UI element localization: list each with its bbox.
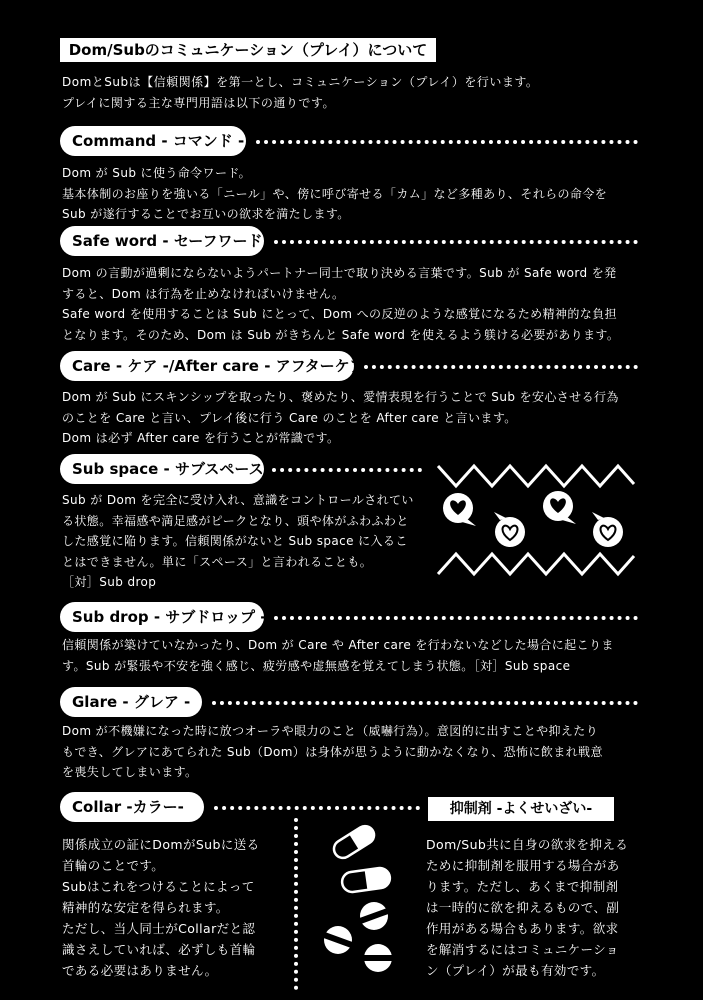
tablet-icon <box>363 944 393 972</box>
body-line: 精神的な安定を得られます。 <box>62 900 229 915</box>
section-suppressant-body <box>426 834 628 981</box>
heading-safe-word: Safe word - セーフワード - <box>60 226 264 256</box>
body-line: す。Sub が緊張や不安を強く感じ、疲労感や虚無感を覚えてしまう状態。［対］Sub space <box>62 658 571 673</box>
intro-text <box>62 72 538 114</box>
zigzag-hearts-illustration <box>436 458 636 582</box>
dotted-rule <box>272 468 422 472</box>
body-line: した感覚に陥ります。信頼関係がないと Sub space に入るこ <box>62 534 408 548</box>
heart-bubble-icon <box>592 512 623 547</box>
body-line: 信頼関係が築けていなかったり、Dom が Care や After care を行わないなどした場合に起こりま <box>62 638 614 652</box>
body-line: る状態。幸福感や満足感がピークとなり、頭や体がふわふわと <box>62 513 409 528</box>
body-line: Dom/Sub共に自身の欲求を抑える <box>426 837 629 852</box>
pill-capsule-icon <box>331 823 378 862</box>
intro-line: プレイに関する主な専門用語は以下の通りです。 <box>62 96 335 110</box>
section-sub-drop-body <box>62 635 614 676</box>
body-line: 基本体制のお座りを強いる「ニール」や、傍に呼び寄せる「カム」など多種あり、それらの命令を <box>62 186 608 201</box>
body-line: とはできません。単に「スペース」と言われることも。 <box>62 554 373 569</box>
dotted-rule <box>256 140 638 144</box>
body-line: ン（プレイ）が最も有効です。 <box>426 963 605 978</box>
heading-command: Command - コマンド - <box>60 126 246 156</box>
body-line: ただし、当人同士がCollarだと認 <box>62 921 256 936</box>
body-line: 識さえしていれば、必ずしも首輪 <box>62 942 256 957</box>
body-line: ［対］Sub drop <box>62 575 157 589</box>
dotted-rule <box>212 701 638 705</box>
body-line: Subはこれをつけることによって <box>62 879 255 894</box>
body-line: Dom の言動が過剰にならないようパートナー同士で取り決める言葉です。Sub が Safe word を発 <box>62 266 617 280</box>
heading-sub-space: Sub space - サブスペース - <box>60 454 264 484</box>
body-line: Safe word を使用することは Sub にとって、Dom への反逆のような感覚になるため精神的な負担 <box>62 307 617 321</box>
heart-bubble-icon <box>494 512 525 547</box>
body-line: Dom が Sub にスキンシップを取ったり、褒めたり、愛情表現を行うことで Sub を安心させる行為 <box>62 390 619 404</box>
section-sub-space-body <box>62 490 414 593</box>
body-line: Dom は必ず After care を行うことが常識です。 <box>62 431 340 445</box>
heading-collar: Collar -カラー- <box>60 792 204 822</box>
dotted-rule <box>214 806 420 810</box>
section-care-body <box>62 387 619 449</box>
intro-line: DomとSubは【信頼関係】を第一とし、コミュニケーション（プレイ）を行います。 <box>62 75 539 89</box>
body-line: Sub が Dom を完全に受け入れ、意識をコントロールされてい <box>62 493 414 507</box>
heading-care: Care - ケア -/After care - アフターケア - <box>60 351 354 381</box>
heart-bubble-icon <box>543 491 576 524</box>
body-line: のことを Care と言い、プレイ後に行う Care のことを After care と言います。 <box>62 410 517 425</box>
body-line: Dom が Sub に使う命令ワード。 <box>62 166 252 180</box>
body-line: ります。ただし、あくまで抑制剤 <box>426 879 619 894</box>
body-line: を喪失してしまいます。 <box>62 765 198 779</box>
body-line: すると、Dom は行為を止めなければいけません。 <box>62 286 345 301</box>
body-line: 首輪のことです。 <box>62 858 165 873</box>
body-line: は一時的に欲を抑えるもので、副 <box>426 900 620 915</box>
tablet-icon <box>359 902 389 930</box>
body-line: である必要はありません。 <box>62 963 218 978</box>
body-line: 作用がある場合もあります。欲求 <box>426 921 619 936</box>
body-line: Sub が遂行することでお互いの欲求を満たします。 <box>62 207 350 221</box>
body-line: を解消するにはコミュニケーショ <box>426 942 619 957</box>
vertical-dotted-rule <box>294 818 298 990</box>
heading-glare: Glare - グレア - <box>60 687 202 717</box>
section-command-body <box>62 163 607 225</box>
dotted-rule <box>274 240 638 244</box>
heart-bubble-icon <box>443 493 476 526</box>
dotted-rule <box>274 616 638 620</box>
heading-suppressant: 抑制剤 -よくせいざい- <box>428 797 614 821</box>
section-safe-word-body <box>62 263 619 345</box>
tablet-icon <box>323 926 353 954</box>
heading-sub-drop: Sub drop - サブドロップ - <box>60 602 264 632</box>
body-line: ために抑制剤を服用する場合があ <box>426 858 620 873</box>
pills-illustration <box>318 818 408 978</box>
dotted-rule <box>364 365 638 369</box>
pill-capsule-icon <box>341 867 391 893</box>
section-glare-body <box>62 721 603 783</box>
body-line: となります。そのため、Dom は Sub がきちんと Safe word を使えるよう躾ける必要があります。 <box>62 327 620 342</box>
body-line: 関係成立の証にDomがSubに送る <box>62 837 260 852</box>
body-line: Dom が不機嫌になった時に放つオーラや眼力のこと（威嚇行為）。意図的に出すことや抑えたり <box>62 724 599 738</box>
section-collar-body <box>62 834 260 981</box>
page-title: Dom/Subのコミュニケーション（プレイ）について <box>60 38 436 62</box>
body-line: もでき、グレアにあてられた Sub（Dom）は身体が思うように動かなくなり、恐怖に飲まれ戦意 <box>62 744 603 759</box>
